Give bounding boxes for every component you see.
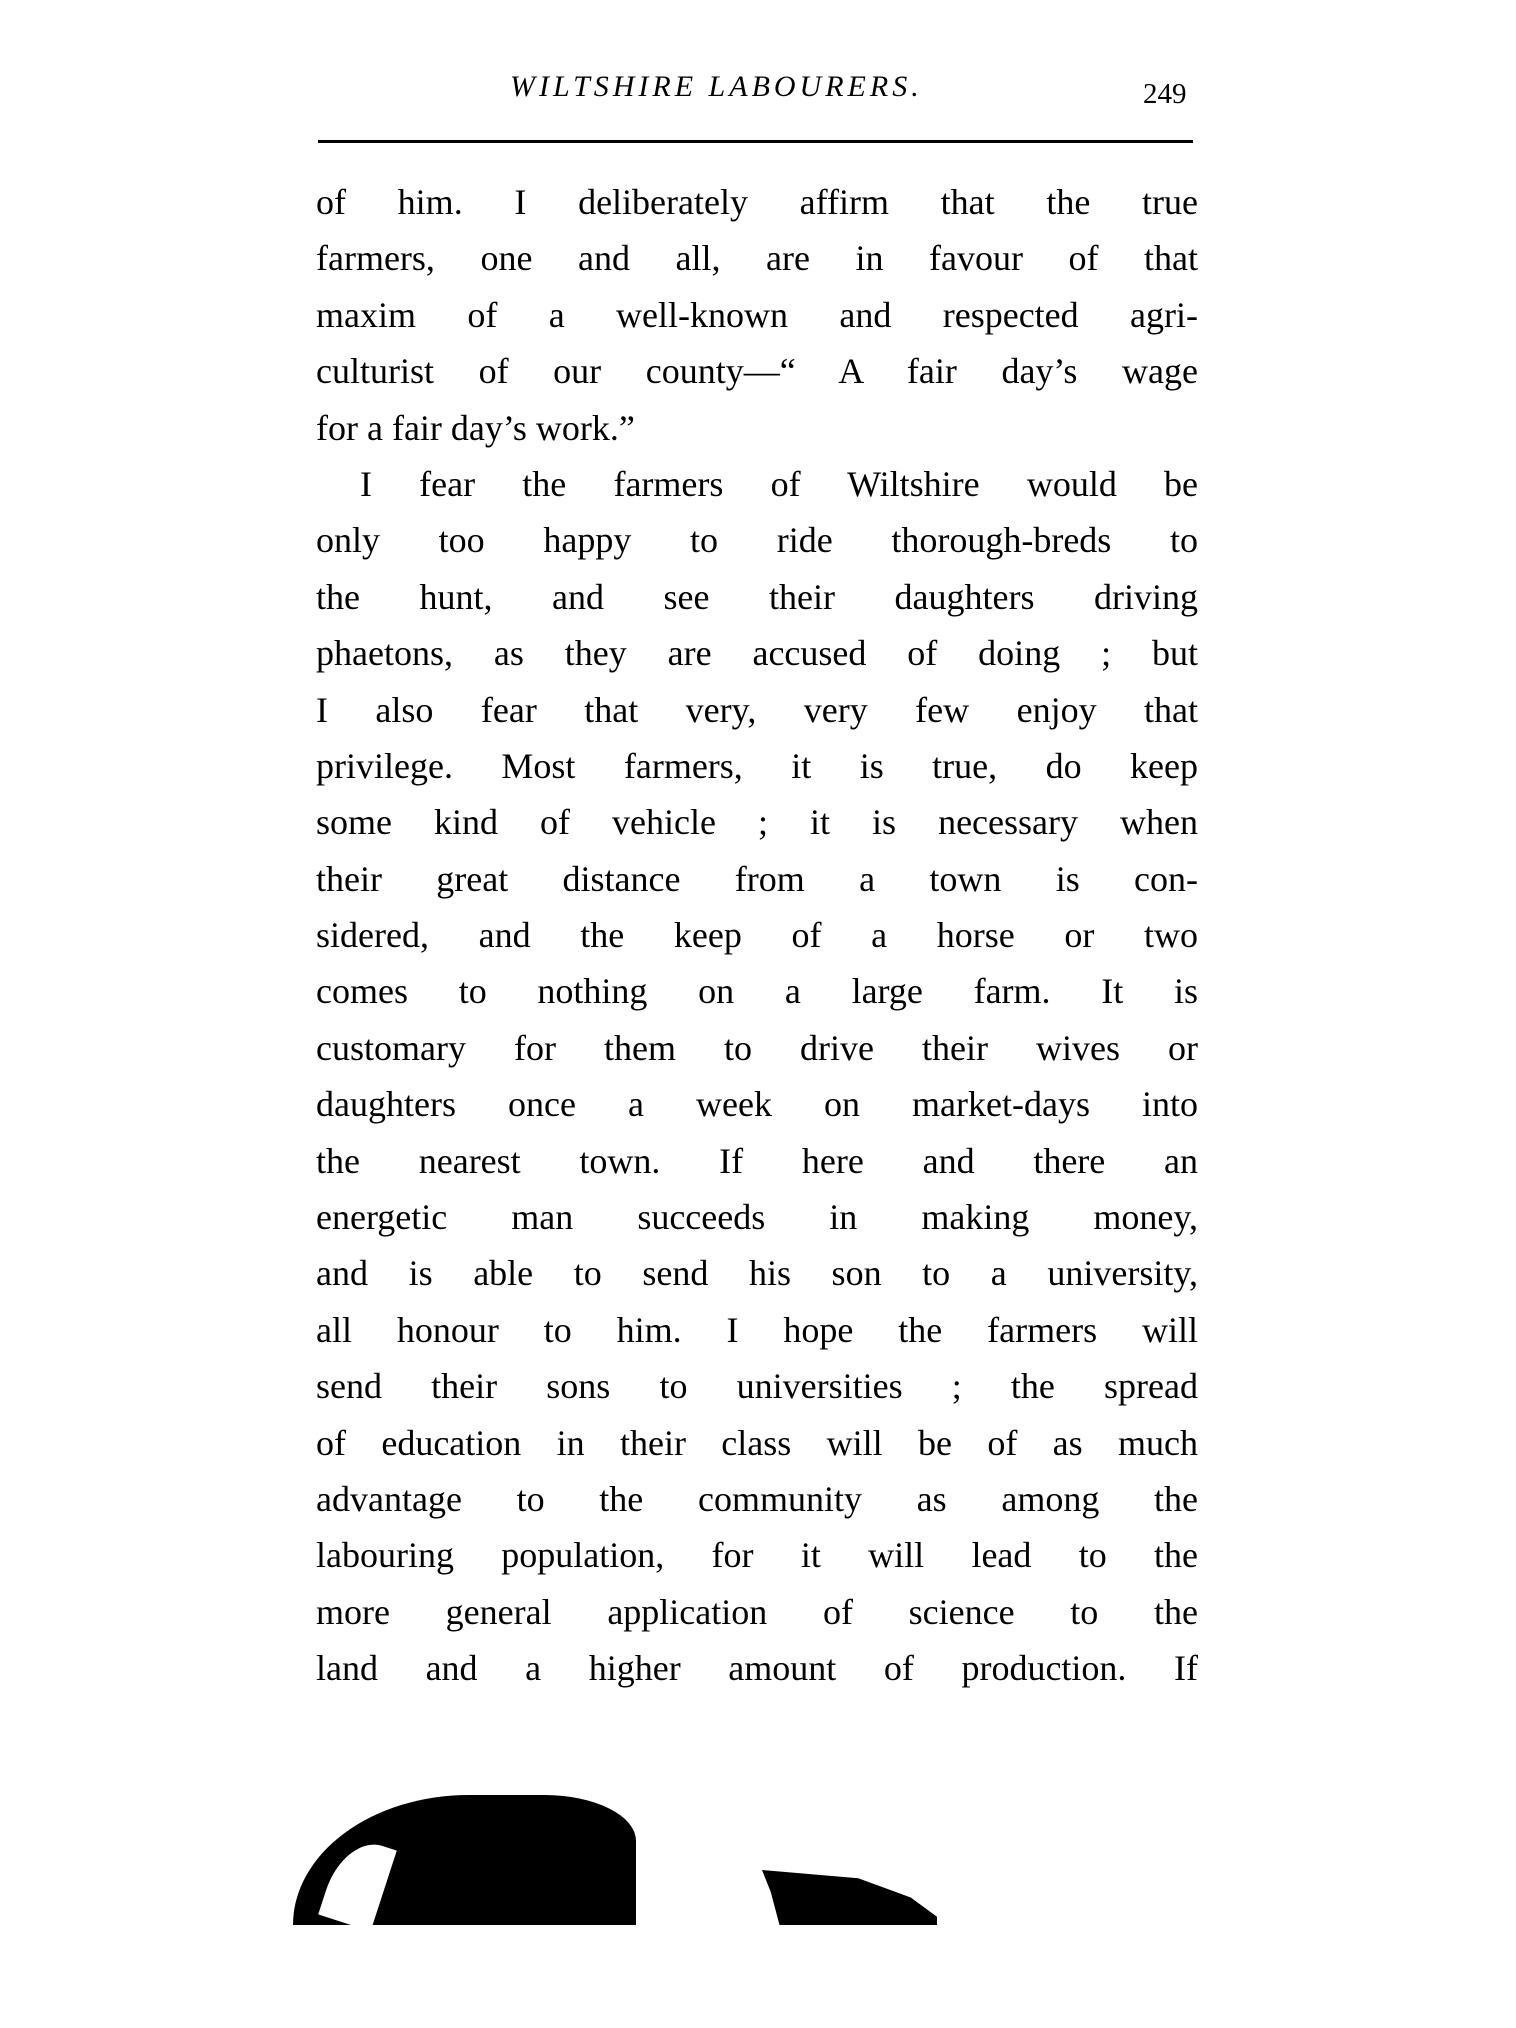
- scan-artifact-right: [762, 1870, 937, 1925]
- text-line: more general application of science to the: [316, 1591, 1198, 1632]
- text-line: energetic man succeeds in making money,: [316, 1197, 1198, 1238]
- text-line: privilege. Most farmers, it is true, do keep: [316, 745, 1198, 786]
- text-line: comes to nothing on a large farm. It is: [316, 971, 1198, 1012]
- text-line: some kind of vehicle ; it is necessary when: [316, 802, 1198, 843]
- text-line: of education in their class will be of as much: [316, 1422, 1198, 1463]
- text-line: culturist of our county—“ A fair day’s wage: [316, 351, 1198, 392]
- text-line: the hunt, and see their daughters driving: [316, 576, 1198, 617]
- text-line: their great distance from a town is con-: [316, 858, 1198, 899]
- text-line: I also fear that very, very few enjoy that: [316, 689, 1198, 730]
- text-line: phaetons, as they are accused of doing ; but: [316, 633, 1198, 674]
- text-line: for a fair day’s work.”: [316, 407, 635, 448]
- text-line: send their sons to universities ; the spread: [316, 1366, 1198, 1407]
- running-head: [0, 70, 1516, 120]
- text-line: maxim of a well-known and respected agri-: [316, 294, 1198, 335]
- text-line: advantage to the community as among the: [316, 1478, 1198, 1519]
- text-line: only too happy to ride thorough-breds to: [316, 520, 1198, 561]
- paragraph-start-line: I fear the farmers of Wiltshire would be: [360, 463, 1198, 504]
- running-title: WILTSHIRE LABOURERS.: [510, 70, 923, 103]
- text-line: land and a higher amount of production. If: [316, 1648, 1198, 1689]
- text-line: farmers, one and all, are in favour of that: [316, 238, 1198, 279]
- text-line: of him. I deliberately affirm that the true: [316, 182, 1198, 222]
- text-line: and is able to send his son to a university,: [316, 1253, 1198, 1294]
- text-line: customary for them to drive their wives or: [316, 1027, 1198, 1068]
- text-line: sidered, and the keep of a horse or two: [316, 915, 1198, 956]
- text-line: labouring population, for it will lead to the: [316, 1535, 1198, 1576]
- page-number: 249: [1143, 78, 1187, 110]
- body-text: [316, 174, 1198, 1697]
- text-line: all honour to him. I hope the farmers will: [316, 1309, 1198, 1350]
- header-rule: [318, 140, 1193, 143]
- text-line: daughters once a week on market-days into: [316, 1084, 1198, 1125]
- text-line: the nearest town. If here and there an: [316, 1140, 1198, 1181]
